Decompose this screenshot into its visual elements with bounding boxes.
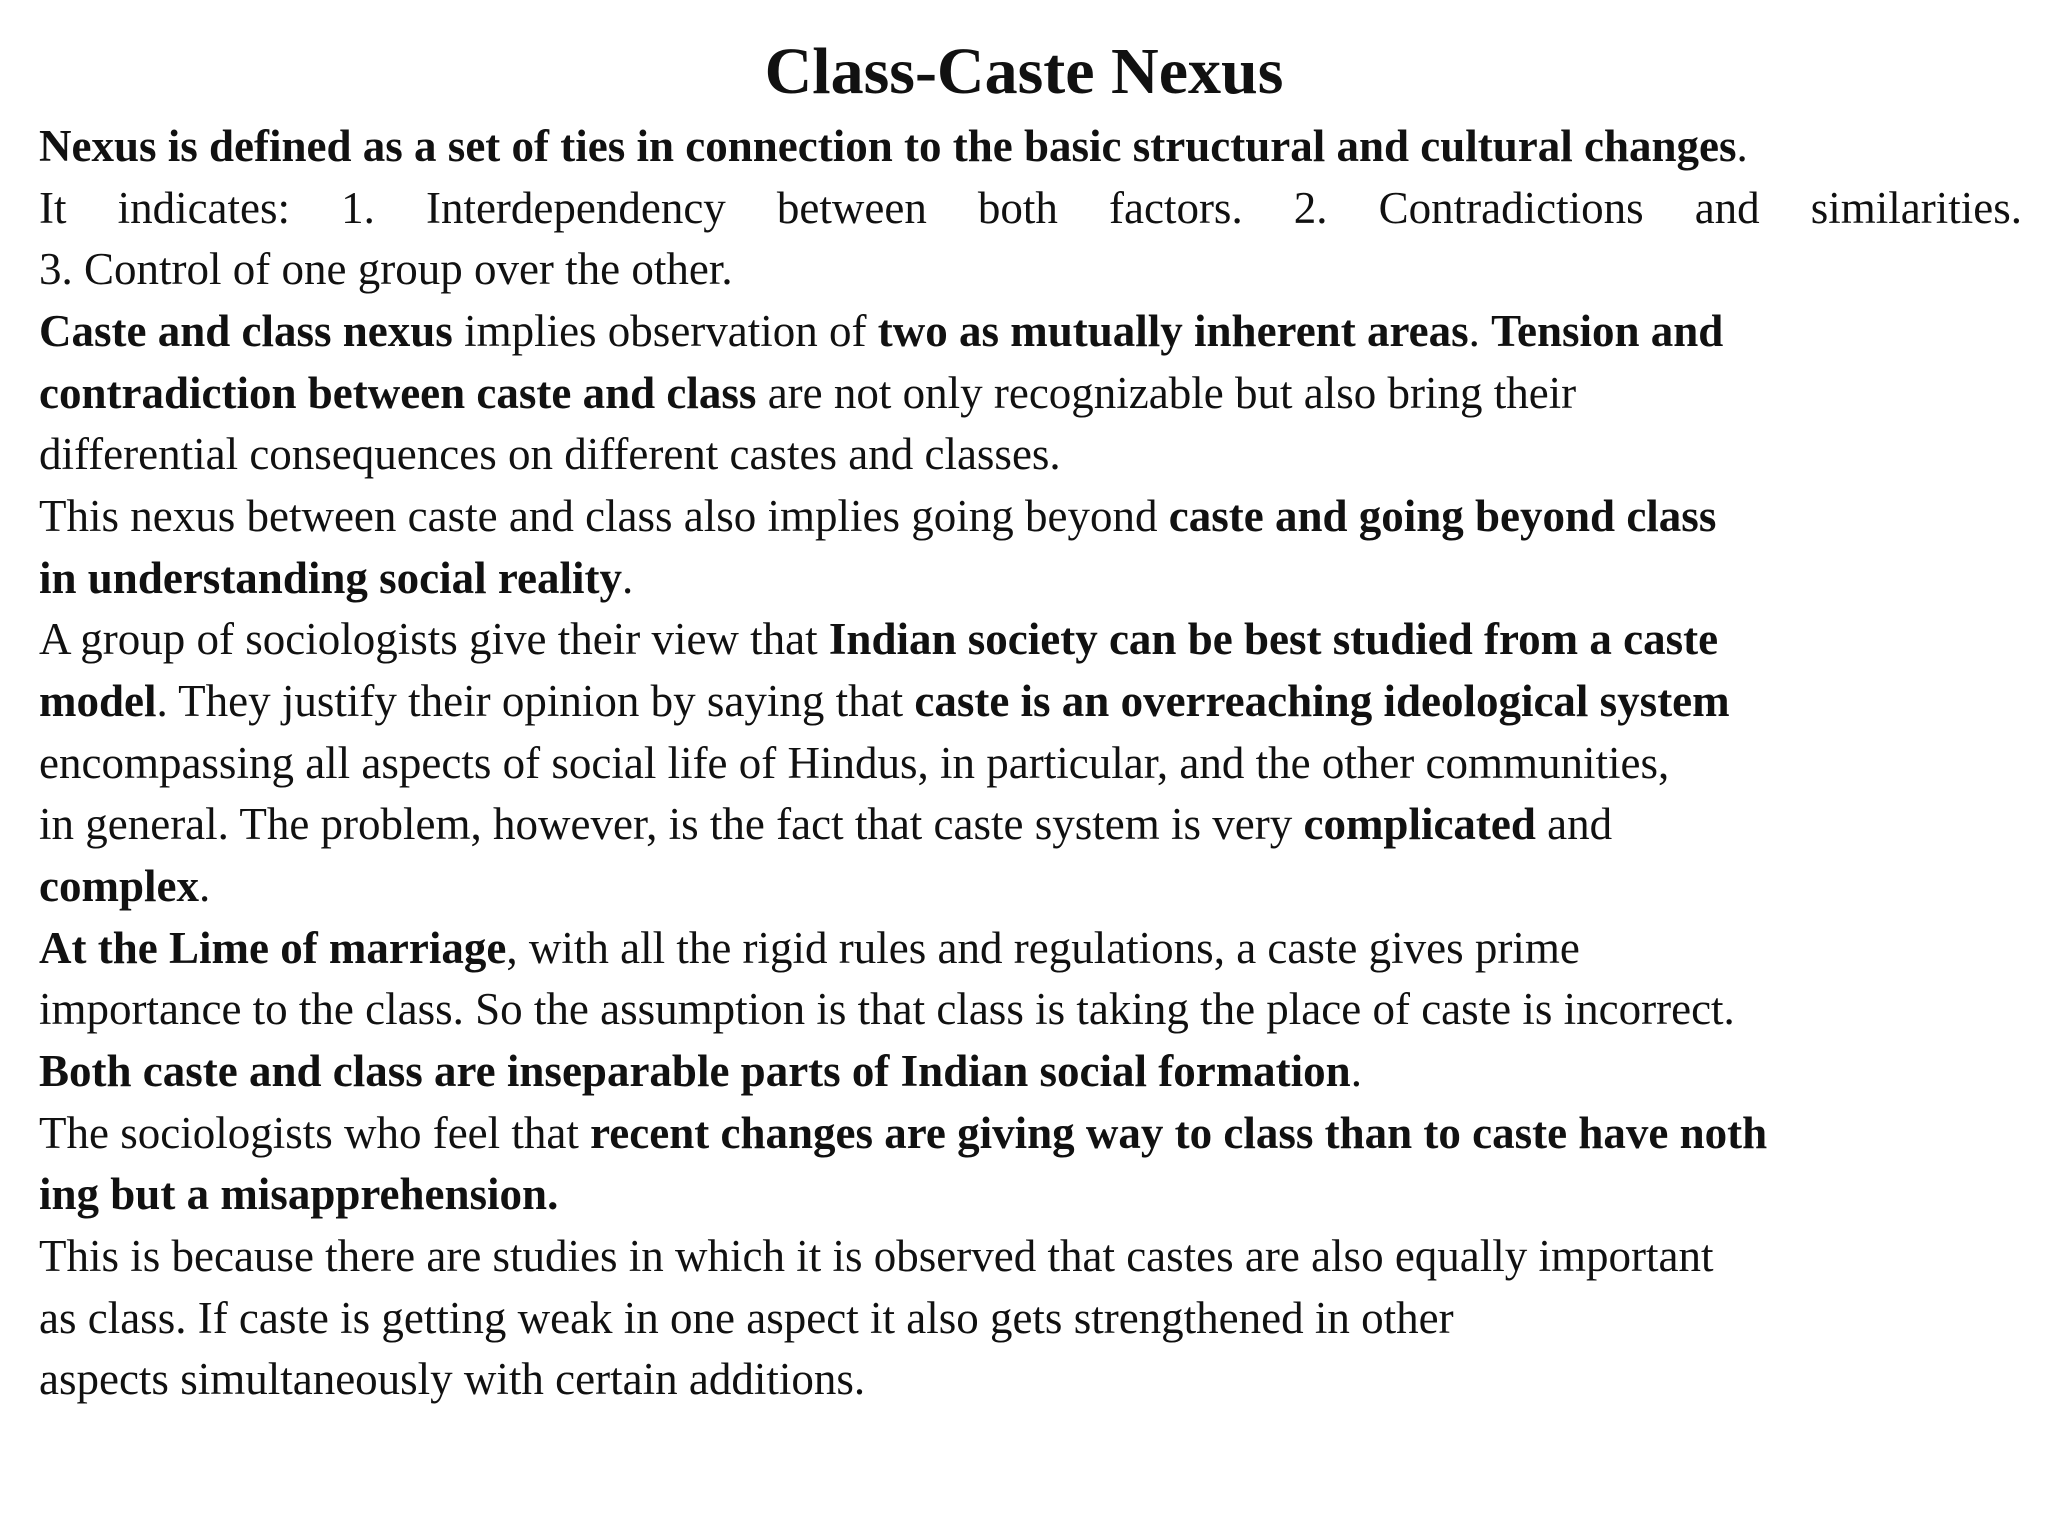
text-run: as class. If caste is getting weak in one aspect it also gets strengthened in other (39, 1293, 1454, 1343)
text-line-20 (39, 1290, 1454, 1346)
bold-text-run: Tension and (1491, 306, 1724, 356)
bold-text-run: Both caste and class are inseparable parts of Indian social formation (39, 1046, 1351, 1096)
bold-text-run: caste and going beyond class (1168, 491, 1717, 541)
bold-text-run: two as mutually inherent areas (877, 306, 1469, 356)
bold-text-run: complex (39, 861, 199, 911)
text-run: encompassing all aspects of social life of Hindus, in particular, and the other communities, (39, 738, 1670, 788)
text-run: aspects simultaneously with certain additions. (39, 1354, 866, 1404)
text-run: This nexus between caste and class also implies going beyond (39, 491, 1169, 541)
text-run: It indicates: 1. Interdependency between both factors. 2. Contradictions and similarities. (39, 183, 2022, 233)
text-line-2 (39, 180, 2022, 236)
text-run: 3. Control of one group over the other. (39, 244, 733, 294)
text-line-1 (39, 118, 1748, 174)
text-line-10 (39, 673, 1730, 729)
text-run: and (1535, 799, 1613, 849)
text-line-7 (39, 488, 1716, 544)
text-line-14 (39, 920, 1580, 976)
text-line-11 (39, 735, 1669, 791)
text-run: importance to the class. So the assumption is that class is taking the place of caste is incorrect. (39, 984, 1735, 1034)
text-line-21 (39, 1351, 865, 1407)
text-line-6 (39, 426, 1061, 482)
text-run: are not only recognizable but also bring their (756, 368, 1577, 418)
text-line-15 (39, 981, 1735, 1037)
bold-text-run: Caste and class nexus (39, 306, 453, 356)
text-run: A group of sociologists give their view that (39, 614, 829, 664)
text-run: . (198, 861, 211, 911)
bold-text-run: model (39, 676, 157, 726)
bold-text-run: complicated (1303, 799, 1536, 849)
bold-text-run: Nexus is defined as a set of ties in connection to the basic structural and cultural changes (39, 121, 1737, 171)
text-run: implies observation of (452, 306, 878, 356)
text-line-8 (39, 550, 633, 606)
bold-text-run: ing but a misapprehension. (39, 1169, 559, 1219)
text-run: differential consequences on different castes and classes. (39, 429, 1061, 479)
text-run: . (1468, 306, 1492, 356)
text-line-19 (39, 1228, 1714, 1284)
text-line-12 (39, 796, 1612, 852)
text-line-3 (39, 241, 733, 297)
text-line-18 (39, 1166, 558, 1222)
text-line-16 (39, 1043, 1362, 1099)
text-run: . (1736, 121, 1748, 171)
text-line-5 (39, 365, 1576, 421)
bold-text-run: in understanding social reality (39, 553, 623, 603)
text-run: . They justify their opinion by saying that (156, 676, 915, 726)
bold-text-run: contradiction between caste and class (39, 368, 757, 418)
page-title: Class-Caste Nexus (764, 35, 1284, 108)
text-run: This is because there are studies in which it is observed that castes are also equally important (39, 1231, 1714, 1281)
text-run: , with all the rigid rules and regulations, a caste gives prime (506, 923, 1580, 973)
text-line-13 (39, 858, 210, 914)
text-run: The sociologists who feel that (39, 1108, 591, 1158)
bold-text-run: Indian society can be best studied from a caste (828, 614, 1719, 664)
text-line-17 (39, 1105, 1767, 1161)
text-run: . (622, 553, 634, 603)
text-line-9 (39, 611, 1718, 667)
bold-text-run: recent changes are giving way to class than to caste have noth (590, 1108, 1768, 1158)
bold-text-run: At the Lime of marriage (39, 923, 507, 973)
text-run: in general. The problem, however, is the fact that caste system is very (39, 799, 1304, 849)
bold-text-run: caste is an overreaching ideological system (914, 676, 1730, 726)
text-line-4 (39, 303, 1723, 359)
text-run: . (1350, 1046, 1362, 1096)
